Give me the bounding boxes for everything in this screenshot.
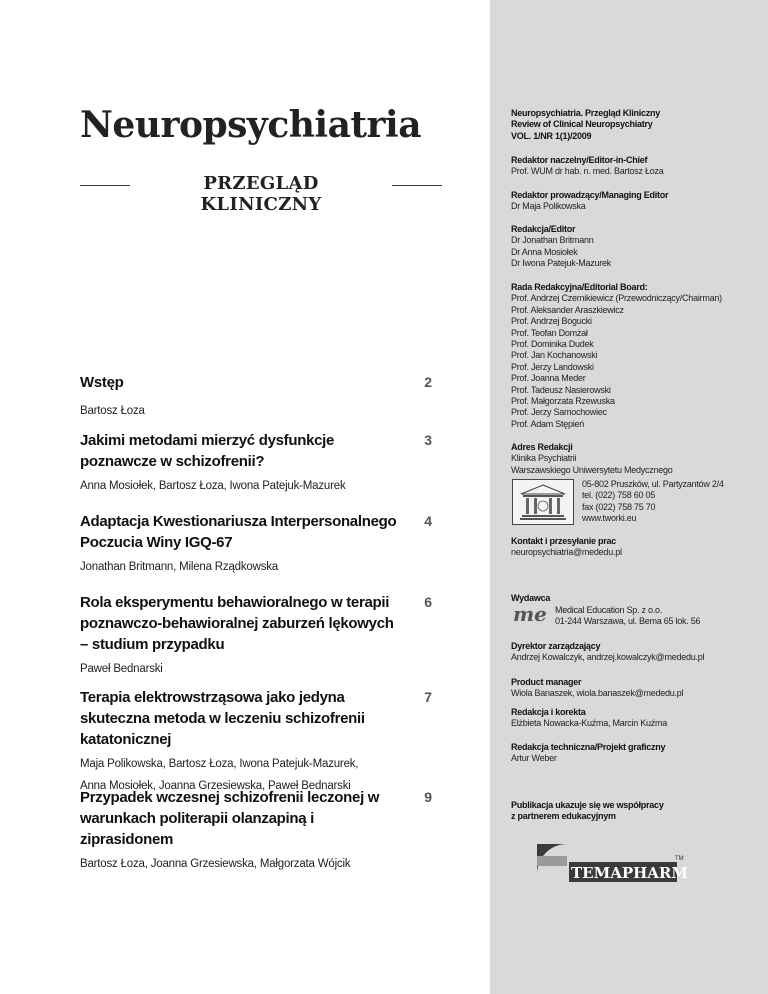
section-heading: Rada Redakcyjna/Editorial Board: — [511, 282, 648, 292]
toc-entry[interactable] — [80, 592, 432, 680]
board-member: Prof. Andrzej Czernikiewicz (Przewodniczący/Chairman) — [511, 293, 722, 304]
section-heading: Adres Redakcji — [511, 442, 573, 452]
medical-education-logo — [512, 604, 548, 626]
section-heading: Dyrektor zarządzający — [511, 641, 601, 651]
editorial-board-block — [511, 282, 756, 430]
board-member: Prof. Jerzy Landowski — [511, 361, 594, 372]
toc-entry-page: 9 — [424, 789, 432, 805]
section-heading: Redaktor naczelny/Editor-in-Chief — [511, 155, 648, 165]
toc-entry-page: 4 — [424, 513, 432, 529]
section-heading: Wydawca — [511, 593, 551, 603]
toc-entry-page: 2 — [424, 374, 432, 390]
toc-entry-title[interactable]: Przypadek wczesnej schizofrenii leczonej w warunkach politerapii olanzapiną i ziprasidonem — [80, 789, 380, 848]
journal-info-line: Review of Clinical Neuropsychiatry — [511, 119, 653, 130]
technical-line: Artur Weber — [511, 753, 557, 764]
trademark-mark: TM — [675, 856, 684, 862]
product-manager-line[interactable]: Wiola Banaszek, wiola.banaszek@mededu.pl — [511, 688, 684, 699]
journal-subtitle-row — [80, 173, 442, 215]
toc-entry[interactable] — [80, 687, 432, 797]
address-details — [582, 479, 762, 525]
journal-info-line: VOL. 1/NR 1(1)/2009 — [511, 130, 592, 141]
toc-entry-page: 7 — [424, 689, 432, 705]
director-block — [511, 641, 756, 664]
toc-entry[interactable] — [80, 372, 432, 422]
section-line: Dr Jonathan Britmann — [511, 235, 594, 246]
temapharm-logo — [525, 838, 690, 888]
toc-entry-title[interactable]: Adaptacja Kwestionariusza Interpersonalnego Poczucia Winy IGQ-67 — [80, 513, 397, 551]
board-member: Prof. Jan Kochanowski — [511, 350, 598, 361]
proofreading-line: Elżbieta Nowacka-Kuźma, Marcin Kuźma — [511, 718, 668, 729]
subtitle-rule-right — [392, 185, 442, 186]
address-line: Klinika Psychiatrii — [511, 453, 577, 464]
section-heading: Redakcja techniczna/Projekt graficzny — [511, 742, 666, 752]
section-heading: Product manager — [511, 677, 582, 687]
board-member: Prof. Teofan Domżał — [511, 327, 588, 338]
publisher-line: Medical Education Sp. z o.o. — [555, 605, 663, 615]
subtitle-rule-left — [80, 185, 130, 186]
journal-info — [511, 108, 756, 142]
journal-subtitle: PRZEGLĄD KLINICZNY — [200, 173, 322, 215]
address-line: tel. (022) 758 60 05 — [582, 490, 656, 501]
board-member: Prof. Aleksander Araszkiewicz — [511, 304, 624, 315]
section-line: Dr Anna Mosiołek — [511, 246, 578, 257]
proofreading-block — [511, 707, 756, 730]
toc-entry-authors: Bartosz Łoza — [80, 405, 145, 417]
address-line: 05-802 Pruszków, ul. Partyzantów 2/4 — [582, 479, 724, 489]
temapharm-wordmark: TEMAPHARM — [571, 864, 688, 882]
toc-entry-page: 6 — [424, 594, 432, 610]
board-member: Prof. Jerzy Samochowiec — [511, 407, 607, 418]
section-line: Dr Iwona Patejuk-Mazurek — [511, 258, 612, 269]
toc-entry-authors: Maja Polikowska, Bartosz Łoza, Iwona Patejuk-Mazurek, — [80, 758, 359, 770]
contact-email[interactable]: neuropsychiatria@mededu.pl — [511, 547, 622, 558]
section-line: Prof. WUM dr hab. n. med. Bartosz Łoza — [511, 166, 664, 177]
section-heading: Kontakt i przesyłanie prac — [511, 536, 617, 546]
editor-in-chief-block — [511, 155, 756, 178]
partner-line: z partnerem edukacyjnym — [511, 811, 616, 822]
toc-entry[interactable] — [80, 511, 432, 578]
technical-block — [511, 742, 756, 765]
toc-entry-title[interactable]: Rola eksperymentu behawioralnego w terapii poznawczo-behawioralnej zaburzeń lękowych – studium przypadku — [80, 594, 394, 653]
toc-entry[interactable] — [80, 430, 432, 497]
section-heading: Redaktor prowadzący/Managing Editor — [511, 190, 669, 200]
partner-note — [511, 800, 756, 823]
board-member: Prof. Andrzej Bogucki — [511, 316, 592, 327]
toc-entry-authors: Bartosz Łoza, Joanna Grzesiewska, Małgorzata Wójcik — [80, 858, 351, 870]
director-line[interactable]: Andrzej Kowalczyk, andrzej.kowalczyk@mededu.pl — [511, 652, 705, 663]
editor-block — [511, 224, 756, 270]
publisher-line: 01-244 Warszawa, ul. Bema 65 lok. 56 — [555, 616, 701, 627]
toc-entry-title[interactable]: Terapia elektrowstrząsowa jako jedyna skuteczna metoda w leczeniu schizofrenii katatonicznej — [80, 689, 365, 748]
board-member: Prof. Małgorzata Rzewuska — [511, 396, 615, 407]
partner-line: Publikacja ukazuje się we współpracy — [511, 800, 664, 810]
section-heading: Redakcja i korekta — [511, 707, 586, 717]
address-block — [511, 442, 756, 476]
section-line: Dr Maja Polikowska — [511, 201, 586, 212]
publisher-details — [555, 605, 760, 628]
contact-block — [511, 536, 756, 559]
board-member: Prof. Joanna Meder — [511, 373, 586, 384]
journal-info-line: Neuropsychiatria. Przegląd Kliniczny — [511, 108, 661, 118]
journal-title: Neuropsychiatria — [80, 104, 422, 146]
toc-entry[interactable] — [80, 787, 432, 875]
board-member: Prof. Dominika Dudek — [511, 339, 594, 350]
toc-entry-title[interactable]: Wstęp — [80, 374, 124, 391]
product-manager-block — [511, 677, 756, 700]
managing-editor-block — [511, 190, 756, 213]
toc-entry-authors: Jonathan Britmann, Milena Rządkowska — [80, 561, 278, 573]
logo-text: me — [513, 604, 547, 626]
address-link[interactable]: www.tworki.eu — [582, 513, 637, 524]
address-line: Warszawskiego Uniwersytetu Medycznego — [511, 464, 673, 475]
university-emblem-icon — [512, 479, 574, 525]
toc-entry-page: 3 — [424, 432, 432, 448]
toc-entry-authors: Paweł Bednarski — [80, 663, 163, 675]
publisher-block — [511, 593, 756, 604]
toc-entry-authors: Anna Mosiołek, Joanna Grzesiewska, Paweł Bednarski — [80, 780, 351, 792]
board-member: Prof. Tadeusz Nasierowski — [511, 384, 611, 395]
address-line: fax (022) 758 75 70 — [582, 501, 656, 512]
toc-entry-title[interactable]: Jakimi metodami mierzyć dysfunkcje poznawcze w schizofrenii? — [80, 432, 335, 470]
section-heading: Redakcja/Editor — [511, 224, 576, 234]
toc-entry-authors: Anna Mosiołek, Bartosz Łoza, Iwona Patejuk-Mazurek — [80, 480, 346, 492]
board-member: Prof. Adam Stępień — [511, 418, 585, 429]
